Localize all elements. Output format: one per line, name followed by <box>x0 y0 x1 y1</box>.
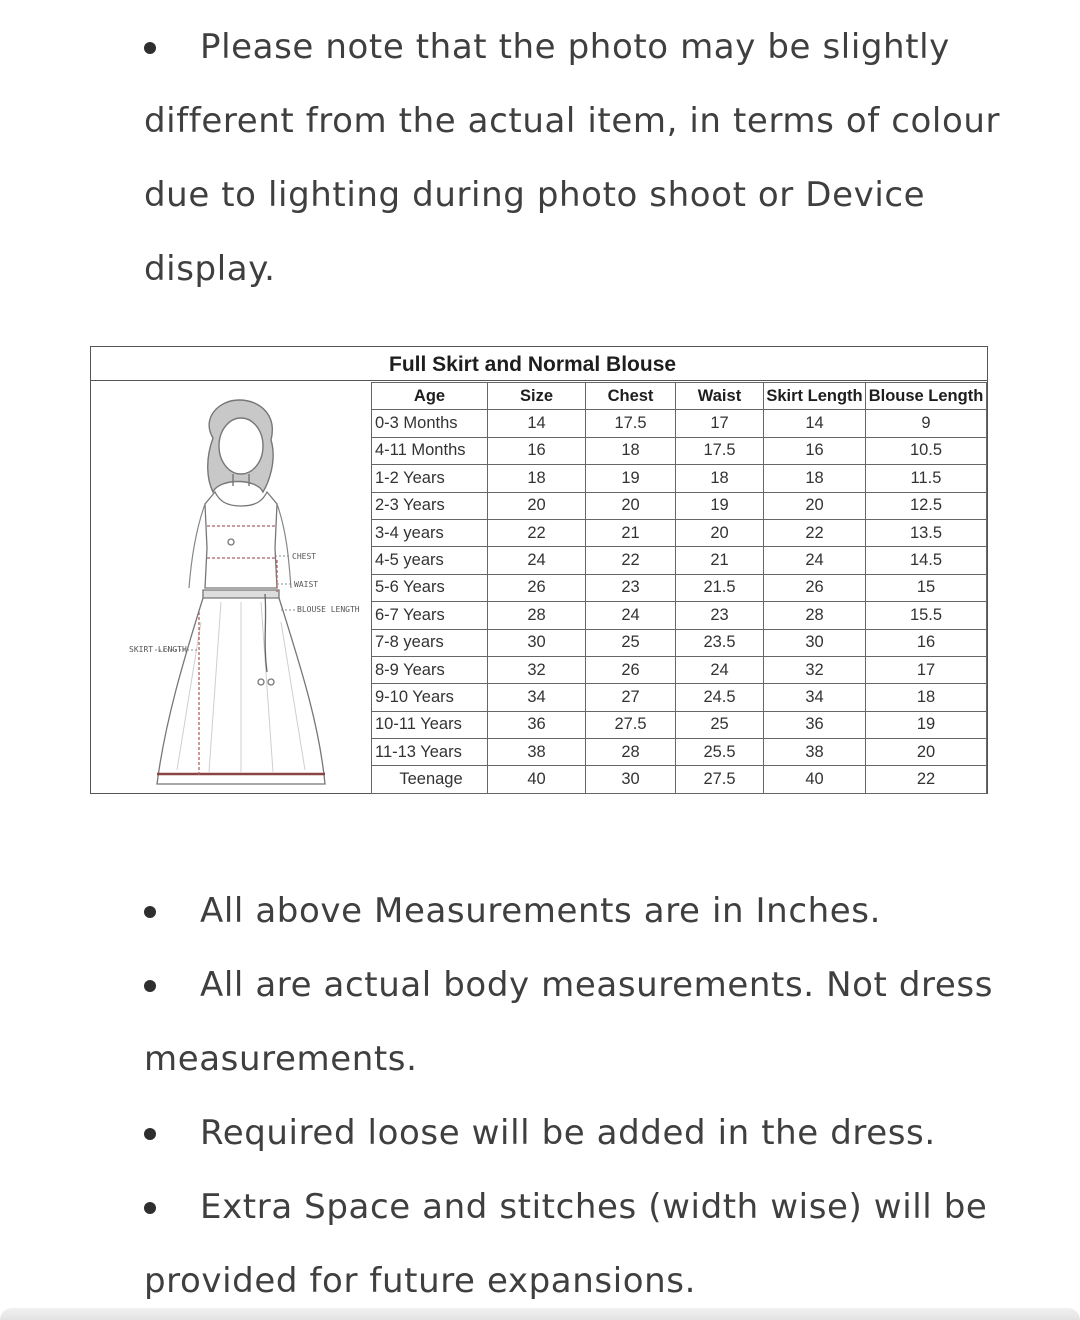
value-cell: 17 <box>866 656 987 683</box>
value-cell: 24.5 <box>676 684 764 711</box>
table-row <box>372 465 987 492</box>
value-cell: 18 <box>866 684 987 711</box>
skirt-outline <box>157 560 325 784</box>
value-cell: 32 <box>488 656 586 683</box>
value-cell: 20 <box>764 492 866 519</box>
value-cell: 22 <box>764 519 866 546</box>
value-cell: 18 <box>764 465 866 492</box>
bullet-icon <box>144 42 156 54</box>
value-cell: 22 <box>586 547 676 574</box>
table-row <box>372 519 987 546</box>
photo-disclaimer-note <box>144 10 1004 306</box>
bottom-sheet-edge <box>0 1308 1080 1320</box>
value-cell: 28 <box>586 739 676 766</box>
value-cell: 20 <box>866 739 987 766</box>
value-cell: 18 <box>586 437 676 464</box>
value-cell: 12.5 <box>866 492 987 519</box>
table-row <box>372 547 987 574</box>
value-cell: 21 <box>586 519 676 546</box>
value-cell: 19 <box>676 492 764 519</box>
note-text: Required loose will be added in the dress. <box>200 1113 936 1153</box>
value-cell: 16 <box>866 629 987 656</box>
value-cell: 16 <box>764 437 866 464</box>
value-cell: 27.5 <box>676 766 764 793</box>
table-row <box>372 766 987 793</box>
value-cell: 40 <box>764 766 866 793</box>
age-cell: 4-5 years <box>372 547 488 574</box>
value-cell: 9 <box>866 410 987 437</box>
value-cell: 10.5 <box>866 437 987 464</box>
value-cell: 25 <box>676 711 764 738</box>
column-header: Waist <box>676 383 764 410</box>
measurement-leaders <box>155 556 295 650</box>
value-cell: 28 <box>488 602 586 629</box>
table-row <box>372 602 987 629</box>
value-cell: 17.5 <box>586 410 676 437</box>
value-cell: 15.5 <box>866 602 987 629</box>
value-cell: 11.5 <box>866 465 987 492</box>
value-cell: 24 <box>676 656 764 683</box>
blouse-outline <box>205 492 277 588</box>
age-cell: 11-13 Years <box>372 739 488 766</box>
loose-note <box>144 1096 1004 1170</box>
value-cell: 34 <box>764 684 866 711</box>
value-cell: 15 <box>866 574 987 601</box>
age-cell: 5-6 Years <box>372 574 488 601</box>
value-cell: 32 <box>764 656 866 683</box>
value-cell: 27.5 <box>586 711 676 738</box>
bullet-icon <box>144 906 156 918</box>
age-cell: 4-11 Months <box>372 437 488 464</box>
age-cell: 10-11 Years <box>372 711 488 738</box>
value-cell: 17 <box>676 410 764 437</box>
age-cell: 0-3 Months <box>372 410 488 437</box>
girl-head-icon <box>208 400 273 492</box>
table-row <box>372 739 987 766</box>
age-cell: 3-4 years <box>372 519 488 546</box>
age-cell: 9-10 Years <box>372 684 488 711</box>
age-cell: 8-9 Years <box>372 656 488 683</box>
note-text: All above Measurements are in Inches. <box>200 891 882 931</box>
value-cell: 18 <box>676 465 764 492</box>
value-cell: 36 <box>488 711 586 738</box>
value-cell: 14 <box>764 410 866 437</box>
chest-label: CHEST <box>292 552 317 561</box>
bullet-icon <box>144 980 156 992</box>
value-cell: 19 <box>866 711 987 738</box>
note-text: Please note that the photo may be slightly different from the actual item, in terms of colour due to lighting during photo shoot or Device display. <box>144 27 1001 289</box>
age-cell: Teenage <box>372 766 488 793</box>
table-row <box>372 410 987 437</box>
column-header: Skirt Length <box>764 383 866 410</box>
bullet-icon <box>144 1202 156 1214</box>
value-cell: 26 <box>586 656 676 683</box>
value-cell: 30 <box>586 766 676 793</box>
value-cell: 16 <box>488 437 586 464</box>
value-cell: 38 <box>764 739 866 766</box>
column-header: Chest <box>586 383 676 410</box>
size-chart <box>90 346 988 794</box>
column-header: Age <box>372 383 488 410</box>
size-table <box>371 382 987 794</box>
value-cell: 23 <box>586 574 676 601</box>
units-note <box>144 874 1004 948</box>
value-cell: 21 <box>676 547 764 574</box>
table-row <box>372 437 987 464</box>
value-cell: 17.5 <box>676 437 764 464</box>
value-cell: 26 <box>764 574 866 601</box>
chart-title: Full Skirt and Normal Blouse <box>91 347 987 381</box>
value-cell: 14.5 <box>866 547 987 574</box>
value-cell: 30 <box>488 629 586 656</box>
body-measurements-note <box>144 948 1004 1096</box>
value-cell: 20 <box>586 492 676 519</box>
dress-sketch-figure <box>91 382 371 793</box>
value-cell: 22 <box>488 519 586 546</box>
value-cell: 22 <box>866 766 987 793</box>
age-cell: 7-8 years <box>372 629 488 656</box>
blouse-length-label: BLOUSE LENGTH <box>297 605 360 614</box>
value-cell: 23.5 <box>676 629 764 656</box>
value-cell: 20 <box>488 492 586 519</box>
age-cell: 6-7 Years <box>372 602 488 629</box>
bullet-icon <box>144 1128 156 1140</box>
value-cell: 19 <box>586 465 676 492</box>
waist-label: WAIST <box>294 580 319 589</box>
table-header-row <box>372 383 987 410</box>
value-cell: 38 <box>488 739 586 766</box>
value-cell: 21.5 <box>676 574 764 601</box>
age-cell: 2-3 Years <box>372 492 488 519</box>
value-cell: 28 <box>764 602 866 629</box>
skirt-length-label: SKIRT LENGTH <box>129 645 187 654</box>
value-cell: 24 <box>488 547 586 574</box>
age-cell: 1-2 Years <box>372 465 488 492</box>
table-row <box>372 656 987 683</box>
value-cell: 27 <box>586 684 676 711</box>
value-cell: 26 <box>488 574 586 601</box>
column-header: Blouse Length <box>866 383 987 410</box>
value-cell: 40 <box>488 766 586 793</box>
value-cell: 30 <box>764 629 866 656</box>
value-cell: 14 <box>488 410 586 437</box>
value-cell: 36 <box>764 711 866 738</box>
table-row <box>372 629 987 656</box>
value-cell: 24 <box>764 547 866 574</box>
table-row <box>372 711 987 738</box>
value-cell: 18 <box>488 465 586 492</box>
value-cell: 25.5 <box>676 739 764 766</box>
note-text: All are actual body measurements. Not dress measurements. <box>144 965 994 1079</box>
value-cell: 20 <box>676 519 764 546</box>
table-row <box>372 574 987 601</box>
value-cell: 13.5 <box>866 519 987 546</box>
column-header: Size <box>488 383 586 410</box>
value-cell: 34 <box>488 684 586 711</box>
note-text: Extra Space and stitches (width wise) will be provided for future expansions. <box>144 1187 988 1301</box>
value-cell: 25 <box>586 629 676 656</box>
table-row <box>372 492 987 519</box>
extra-space-note <box>144 1170 1004 1318</box>
value-cell: 23 <box>676 602 764 629</box>
value-cell: 24 <box>586 602 676 629</box>
table-row <box>372 684 987 711</box>
